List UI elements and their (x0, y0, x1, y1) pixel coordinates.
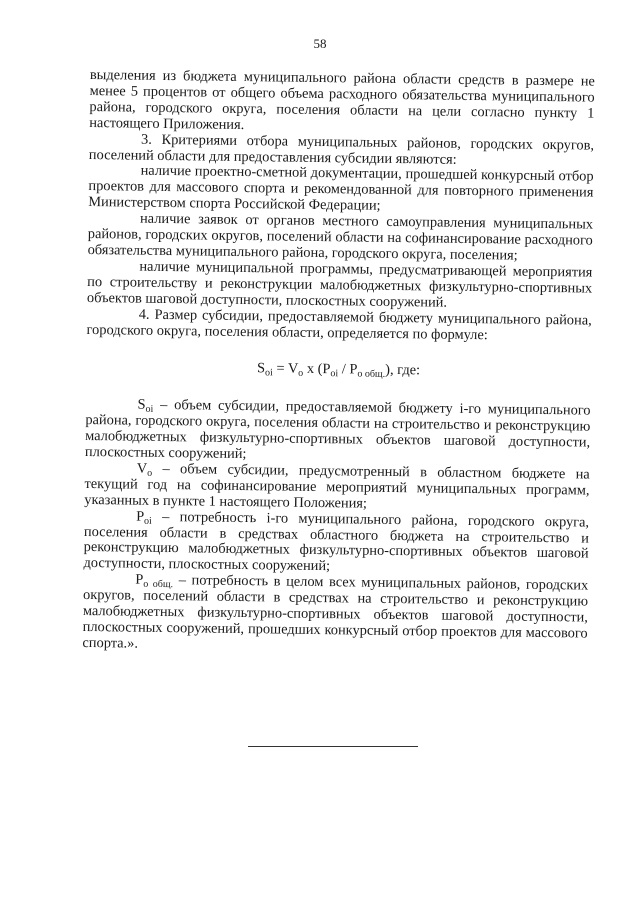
criterion-municipal-program: наличие муниципальной программы, предусматривающей мероприятия по строительству и реконструкции малобюджетных физкультурно-спортивных объектов шаговой доступности, плоскостных сооружений. (86, 258, 593, 311)
definition-poi: $P_{oi}$ – потребность i-го муниципального района, городского округа, поселения области в средствах областного бюджета на строительство и реконструкцию малобюджетных физкультурно-спортивных объектов шаговой доступности, плоскостных сооружений; (83, 508, 590, 575)
definition-soi: $S_{oi}$ – объем субсидии, предоставляемой бюджету i-го муниципального района, городского округа, поселения области на строительство и реконструкцию малобюджетных физкультурно-спортивных объектов шаговой доступности, плоскостных сооружений; (84, 396, 591, 463)
document-body (82, 68, 595, 658)
criterion-design-documentation: наличие проектно-сметной документации, прошедшей конкурсный отбор проектов для массового спорта и рекомендованной для повторного применения Министерством спорта Российской Федерации; (88, 163, 594, 215)
page-number: 58 (313, 36, 327, 51)
closing-rule (248, 746, 418, 747)
criterion-applications: наличие заявок от органов местного самоуправления муниципальных районов, городских округов, поселений области на софинансирование расходного обязательства муниципального района, городского округа, поселения; (87, 210, 594, 264)
definition-p-total: $P_{о общ.}$ – потребность в целом всех муниципальных районов, городских округов, поселений области в средствах на строительство и реконструкцию малобюджетных физкультурно-спортивных объектов шаговой доступности, плоскостных сооружений, прошедших конкурсный отбор проектов для массового спорта.». (82, 571, 589, 652)
subsidy-formula: $S_{oi} = V_o$ x $(P_{oi} / P_{о общ.})$, где: (256, 360, 421, 381)
paragraph-criteria-heading: 3. Критериями отбора муниципальных районов, городских округов, поселений области для предоставления субсидии являются: (88, 131, 595, 168)
paragraph-subsidy-size: 4. Размер субсидии, предоставляемой бюджету муниципального района, городского округа, поселения области, определяется по формуле: (86, 306, 592, 343)
definition-vo: $V_o$ – объем субсидии, предусмотренный в областном бюджете на текущий год на софинансирование мероприятий муниципальных программ, указанных в пункте 1 настоящего Положения; (84, 460, 590, 512)
paragraph-intro: выделения из бюджета муниципального района области средств в размере не менее 5 процентов от общего объема расходного обязательства муниципального района, городского округа, поселения области на цели согласно пункту 1 настоящего Приложения. (89, 67, 595, 133)
